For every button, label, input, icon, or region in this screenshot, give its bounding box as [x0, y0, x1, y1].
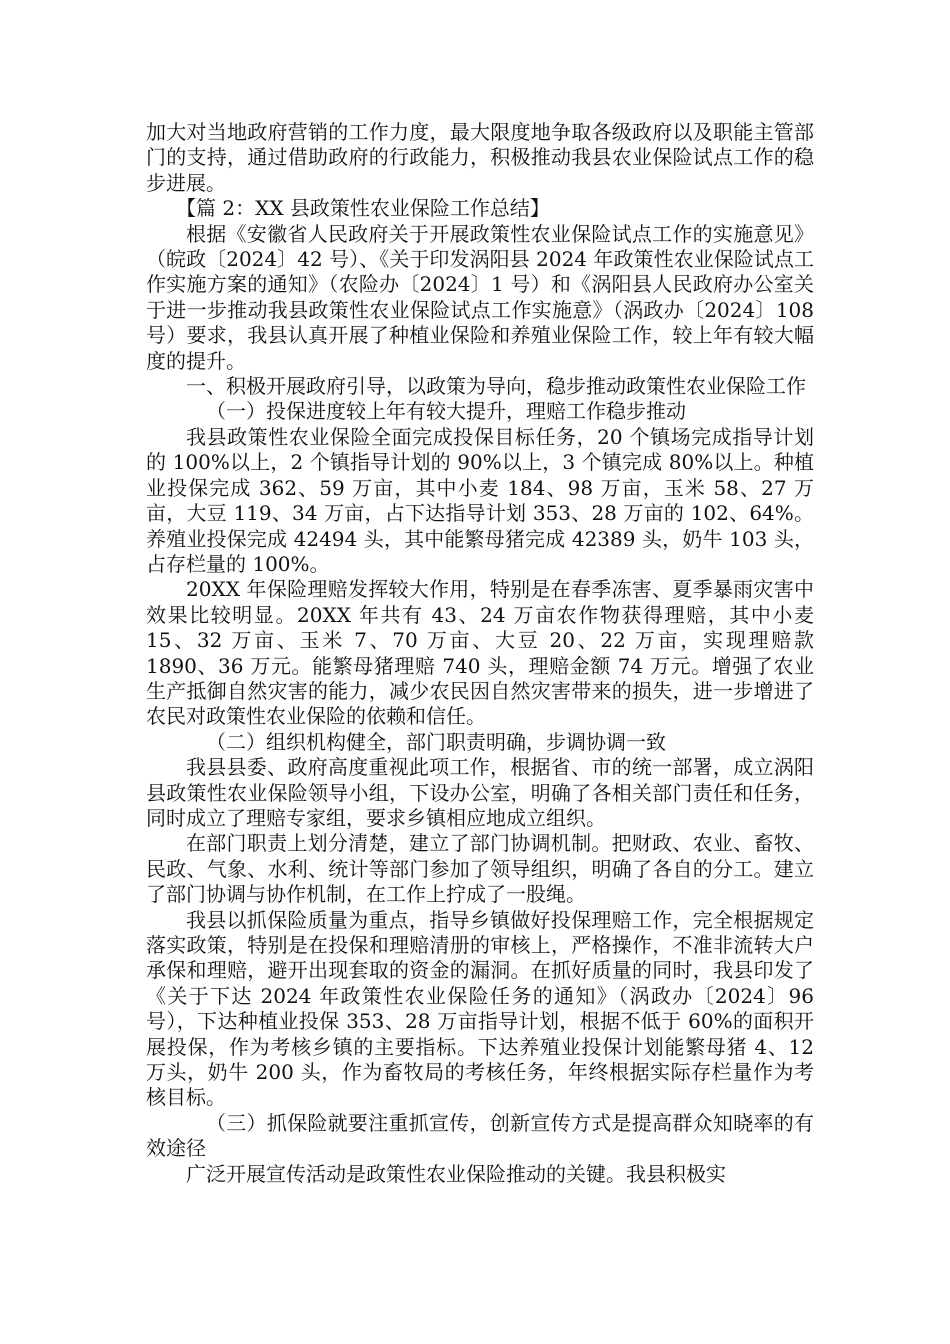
section-title: 【篇 2：XX 县政策性农业保险工作总结】: [176, 196, 550, 221]
paragraph-organization: 我县县委、政府高度重视此项工作，根据省、市的统一部署，成立涡阳县政策性农业保险领导小组，下设办公室，明确了各相关部门责任和任务，同时成立了理赔专家组，要求乡镇相应地成立组织。: [146, 755, 814, 830]
subheading-2: （二）组织机构健全，部门职责明确，步调协调一致: [206, 729, 666, 754]
heading-part-one: 一、积极开展政府引导，以政策为导向，稳步推动政策性农业保险工作: [186, 374, 806, 399]
paragraph-insurance-progress: 我县政策性农业保险全面完成投保目标任务，20 个镇场完成指导计划的 100%以上，2 个镇指导计划的 90%以上，3 个镇完成 80%以上。种植业投保完成 362、59 万亩，其中小麦 184、98 万亩，玉米 58、27 万亩，大豆 119、34 万亩，占下达指导计划 353、28 万亩的 102、64%。养殖业投保完成 42494 头，其中能繁母猪完成 42389 头，奶牛 103 头，占存栏量的 100%。: [146, 424, 814, 576]
paragraph-responsibilities: 在部门职责上划分清楚，建立了部门协调机制。把财政、农业、畜牧、民政、气象、水利、统计等部门参加了领导组织，明确了各自的分工。建立了部门协调与协作机制，在工作上拧成了一股绳。: [146, 831, 814, 907]
paragraph-claims: 20XX 年保险理赔发挥较大作用，特别是在春季冻害、夏季暴雨灾害中效果比较明显。20XX 年共有 43、24 万亩农作物获得理赔，其中小麦 15、32 万亩、玉米 7、70 万亩、大豆 20、22 万亩，实现理赔款 1890、36 万元。能繁母猪理赔 740 头，理赔金额 74 万元。增强了农业生产抵御自然灾害的能力，减少农民因自然灾害带来的损失，进一步增进了农民对政策性农业保险的依赖和信任。: [146, 577, 814, 729]
paragraph-quality: 我县以抓保险质量为重点，指导乡镇做好投保理赔工作，完全根据规定落实政策，特别是在投保和理赔清册的审核上，严格操作，不准非流转大户承保和理赔，避开出现套取的资金的漏洞。在抓好质量的同时，我县印发了《关于下达 2024 年政策性农业保险任务的通知》（涡政办〔2024〕96 号），下达种植业投保 353、28 万亩指导计划，根据不低于 60%的面积开展投保，作为考核乡镇的主要指标。下达养殖业投保计划能繁母猪 4、12 万头，奶牛 200 头，作为畜牧局的考核任务，年终根据实际存栏量作为考核目标。: [146, 907, 814, 1110]
paragraph-publicity: 广泛开展宣传活动是政策性农业保险推动的关键。我县积极实: [186, 1161, 726, 1186]
paragraph-intro: 根据《安徽省人民政府关于开展政策性农业保险试点工作的实施意见》（皖政〔2024〕42 号）、《关于印发涡阳县 2024 年政策性农业保险试点工作实施方案的通知》（农险办〔2024〕1 号）和《涡阳县人民政府办公室关于进一步推动我县政策性农业保险试点工作实施意》（涡政办〔2024〕108 号）要求，我县认真开展了种植业保险和养殖业保险工作，较上年有较大幅度的提升。: [146, 221, 814, 373]
subheading-1: （一）投保进度较上年有较大提升，理赔工作稳步推动: [206, 399, 686, 424]
document-page: [146, 120, 814, 1187]
paragraph-continued: 加大对当地政府营销的工作力度，最大限度地争取各级政府以及职能主管部门的支持，通过借助政府的行政能力，积极推动我县农业保险试点工作的稳步进展。: [146, 120, 814, 195]
subheading-3: （三）抓保险就要注重抓宣传，创新宣传方式是提高群众知晓率的有效途径: [146, 1110, 814, 1161]
